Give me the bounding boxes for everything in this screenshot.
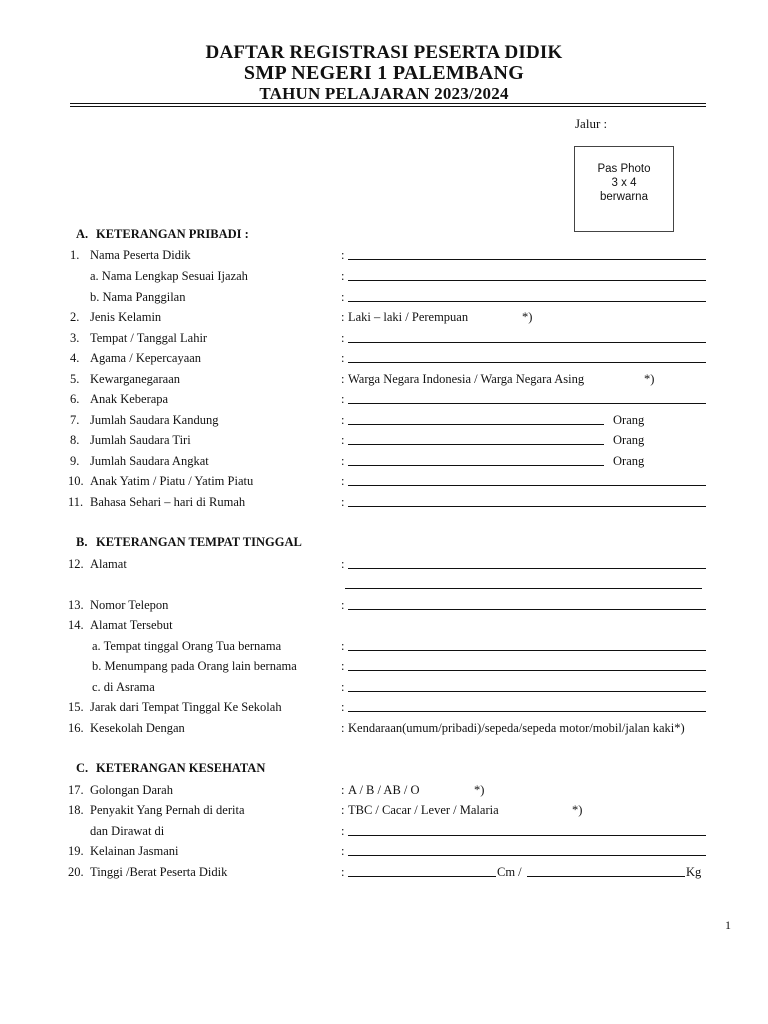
field-number: 17. — [68, 783, 84, 797]
footnote-mark: *) — [474, 783, 485, 797]
footnote-mark: *) — [644, 372, 655, 386]
field-options[interactable]: Laki – laki / Perempuan — [348, 310, 469, 324]
field-colon: : — [341, 721, 345, 735]
fill-line[interactable] — [348, 465, 604, 466]
field-colon: : — [341, 269, 345, 283]
height-unit: Cm / — [497, 865, 522, 879]
page-number: 1 — [725, 918, 731, 932]
field-row — [0, 617, 768, 633]
field-label: Jarak dari Tempat Tinggal Ke Sekolah — [90, 700, 282, 714]
field-label: dan Dirawat di — [90, 824, 165, 838]
jalur-label: Jalur : — [575, 116, 608, 131]
section-letter: C. — [76, 761, 89, 775]
field-label: Jumlah Saudara Angkat — [90, 454, 209, 468]
field-label: a. Tempat tinggal Orang Tua bernama — [92, 639, 282, 653]
field-row — [0, 864, 768, 880]
field-row — [0, 371, 768, 387]
field-row — [0, 289, 768, 305]
field-row — [0, 453, 768, 469]
field-row — [0, 699, 768, 715]
fill-line[interactable] — [348, 403, 706, 404]
field-row — [0, 843, 768, 859]
photo-label-3: berwarna — [600, 191, 648, 203]
field-label: c. di Asrama — [92, 680, 155, 694]
field-row — [0, 823, 768, 839]
field-label: Kelainan Jasmani — [90, 844, 179, 858]
field-number: 16. — [68, 721, 84, 735]
field-colon: : — [341, 659, 345, 673]
fill-line[interactable] — [348, 568, 706, 569]
field-label: Bahasa Sehari – hari di Rumah — [90, 495, 246, 509]
fill-line[interactable] — [348, 485, 706, 486]
field-label: Kewarganegaraan — [90, 372, 180, 386]
fill-line[interactable] — [348, 424, 604, 425]
section-letter: A. — [76, 227, 89, 241]
field-colon: : — [341, 413, 345, 427]
unit-label: Orang — [613, 413, 645, 427]
field-colon: : — [341, 495, 345, 509]
field-number: 5. — [70, 372, 80, 386]
field-number: 3. — [70, 331, 80, 345]
field-number: 6. — [70, 392, 80, 406]
height-fill-line[interactable] — [348, 876, 496, 877]
field-number: 7. — [70, 413, 80, 427]
fill-line[interactable] — [348, 670, 706, 671]
field-label: Nama Peserta Didik — [90, 248, 191, 262]
fill-line[interactable] — [348, 506, 706, 507]
field-label: Penyakit Yang Pernah di derita — [90, 803, 245, 817]
field-colon: : — [341, 372, 345, 386]
school-name: SMP NEGERI 1 PALEMBANG — [243, 62, 525, 84]
field-label: Jumlah Saudara Tiri — [90, 433, 191, 447]
field-number: 11. — [68, 495, 84, 509]
field-row — [0, 412, 768, 428]
field-label: Jumlah Saudara Kandung — [90, 413, 219, 427]
section-c-heading — [76, 761, 265, 776]
field-options[interactable]: TBC / Cacar / Lever / Malaria — [348, 803, 499, 817]
academic-year: TAHUN PELAJARAN 2023/2024 — [259, 84, 509, 103]
field-row — [0, 679, 768, 695]
field-label: a. Nama Lengkap Sesuai Ijazah — [90, 269, 248, 283]
section-title: KETERANGAN KESEHATAN — [96, 761, 266, 775]
section-title: KETERANGAN TEMPAT TINGGAL — [96, 535, 302, 549]
field-colon: : — [341, 803, 345, 817]
section-title: KETERANGAN PRIBADI : — [96, 227, 249, 241]
field-row — [0, 268, 768, 284]
field-label: Tempat / Tanggal Lahir — [90, 331, 208, 345]
field-row — [0, 720, 768, 736]
field-number: 12. — [68, 557, 84, 571]
field-label: Nomor Telepon — [90, 598, 169, 612]
field-row — [0, 309, 768, 325]
field-row — [0, 802, 768, 818]
field-colon: : — [341, 783, 345, 797]
field-colon: : — [341, 331, 345, 345]
field-colon: : — [341, 865, 345, 879]
field-number: 15. — [68, 700, 84, 714]
field-number: 8. — [70, 433, 80, 447]
field-row — [0, 350, 768, 366]
footnote-mark: *) — [572, 803, 583, 817]
field-colon: : — [341, 824, 345, 838]
field-label: Jenis Kelamin — [90, 310, 162, 324]
field-row — [0, 556, 768, 572]
field-colon: : — [341, 310, 345, 324]
field-label: b. Menumpang pada Orang lain bernama — [92, 659, 297, 673]
photo-label-2: 3 x 4 — [611, 177, 637, 189]
field-number: 13. — [68, 598, 84, 612]
field-colon: : — [341, 433, 345, 447]
header-rule-bottom — [70, 106, 706, 107]
field-row — [0, 247, 768, 263]
field-number: 14. — [68, 618, 84, 632]
field-number: 18. — [68, 803, 84, 817]
field-colon: : — [341, 474, 345, 488]
field-row — [0, 432, 768, 448]
header-rule-top — [70, 103, 706, 104]
field-colon: : — [341, 290, 345, 304]
field-colon: : — [341, 700, 345, 714]
field-label: Tinggi /Berat Peserta Didik — [90, 865, 228, 879]
field-colon: : — [341, 557, 345, 571]
fill-line[interactable] — [348, 259, 706, 260]
field-row — [0, 473, 768, 489]
form-title: DAFTAR REGISTRASI PESERTA DIDIK — [205, 42, 563, 63]
field-colon: : — [341, 351, 345, 365]
fill-line-continuation[interactable] — [345, 588, 702, 589]
field-label: Kesekolah Dengan — [90, 721, 185, 735]
fill-line[interactable] — [348, 691, 706, 692]
field-label: Agama / Kepercayaan — [90, 351, 202, 365]
section-letter: B. — [76, 535, 88, 549]
fill-line[interactable] — [348, 609, 706, 610]
field-colon: : — [341, 844, 345, 858]
unit-label: Orang — [613, 433, 645, 447]
field-options[interactable]: A / B / AB / O — [348, 783, 420, 797]
field-number: 1. — [70, 248, 80, 262]
field-row — [0, 782, 768, 798]
field-row — [0, 638, 768, 654]
section-b-heading — [76, 535, 302, 550]
fill-line[interactable] — [348, 362, 706, 363]
fill-line[interactable] — [348, 301, 706, 302]
fill-line[interactable] — [348, 650, 706, 651]
field-number: 10. — [68, 474, 84, 488]
field-colon: : — [341, 639, 345, 653]
field-label: Anak Yatim / Piatu / Yatim Piatu — [90, 474, 254, 488]
fill-line[interactable] — [348, 342, 706, 343]
photo-label-1: Pas Photo — [597, 163, 651, 175]
field-row — [0, 330, 768, 346]
weight-unit: Kg — [686, 865, 702, 879]
field-number: 19. — [68, 844, 84, 858]
field-label: Alamat Tersebut — [90, 618, 173, 632]
field-number: 4. — [70, 351, 80, 365]
fill-line[interactable] — [348, 711, 706, 712]
section-a-heading — [76, 227, 249, 242]
field-row — [0, 597, 768, 613]
field-label: Golongan Darah — [90, 783, 173, 797]
field-colon: : — [341, 454, 345, 468]
field-label: Anak Keberapa — [90, 392, 169, 406]
field-label: Alamat — [90, 557, 127, 571]
field-options[interactable]: Warga Negara Indonesia / Warga Negara Asing — [348, 372, 585, 386]
photo-box — [574, 146, 674, 232]
fill-line[interactable] — [348, 280, 706, 281]
field-number: 20. — [68, 865, 84, 879]
field-label: b. Nama Panggilan — [90, 290, 186, 304]
field-row — [0, 494, 768, 510]
field-colon: : — [341, 392, 345, 406]
weight-fill-line[interactable] — [527, 876, 685, 877]
fill-line[interactable] — [348, 855, 706, 856]
field-row — [0, 658, 768, 674]
field-colon: : — [341, 248, 345, 262]
field-options[interactable]: Kendaraan(umum/pribadi)/sepeda/sepeda motor/mobil/jalan kaki*) — [348, 721, 685, 735]
field-colon: : — [341, 598, 345, 612]
unit-label: Orang — [613, 454, 645, 468]
field-number: 2. — [70, 310, 80, 324]
footnote-mark: *) — [522, 310, 533, 324]
fill-line[interactable] — [348, 835, 706, 836]
field-number: 9. — [70, 454, 80, 468]
fill-line[interactable] — [348, 444, 604, 445]
field-row — [0, 391, 768, 407]
field-colon: : — [341, 680, 345, 694]
